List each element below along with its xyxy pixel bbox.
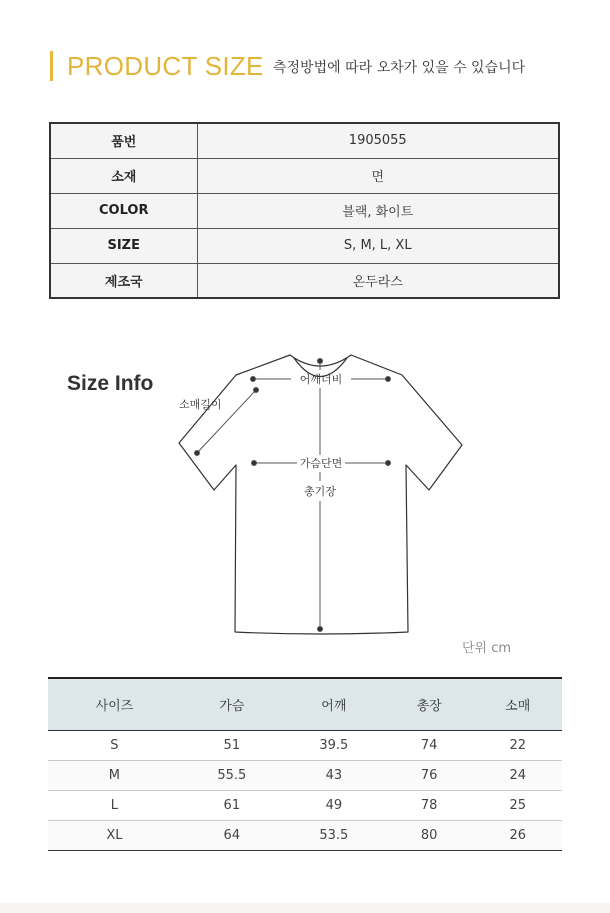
table-cell: 55.5 [181, 760, 283, 790]
spec-value: 1905055 [197, 123, 559, 158]
table-cell: 53.5 [283, 820, 385, 850]
spec-label: 제조국 [50, 263, 197, 298]
table-cell: 80 [385, 820, 474, 850]
unit-label: 단위 cm [462, 641, 512, 656]
table-cell: 43 [283, 760, 385, 790]
accent-bar [50, 51, 53, 81]
size-info-title: Size Info [67, 372, 154, 395]
chest-point [386, 461, 391, 466]
spec-row [50, 263, 559, 298]
sleeve-point [254, 388, 259, 393]
spec-row [50, 123, 559, 158]
spec-label: COLOR [50, 193, 197, 228]
shoulder-label: 어깨너비 [299, 373, 343, 386]
table-row [48, 790, 562, 820]
chest-point [252, 461, 257, 466]
sleeve-point [195, 451, 200, 456]
spec-value: 면 [197, 158, 559, 193]
sleeve-label: 소매길이 [179, 398, 222, 411]
length-point [318, 627, 323, 632]
table-cell: 78 [385, 790, 474, 820]
spec-row [50, 193, 559, 228]
table-cell: 51 [181, 730, 283, 760]
spec-value: S, M, L, XL [197, 228, 559, 263]
table-cell: XL [48, 820, 181, 850]
page-header [50, 50, 526, 82]
column-header: 가슴 [181, 678, 283, 730]
spec-value: 블랙, 화이트 [197, 193, 559, 228]
column-header: 어깨 [283, 678, 385, 730]
spec-row [50, 158, 559, 193]
table-cell: 76 [385, 760, 474, 790]
length-label: 총기장 [304, 485, 336, 498]
table-cell: M [48, 760, 181, 790]
measurement-note: 측정방법에 따라 오차가 있을 수 있습니다 [273, 60, 526, 76]
table-cell: 49 [283, 790, 385, 820]
table-cell: 24 [473, 760, 562, 790]
shoulder-point [386, 377, 391, 382]
table-cell: S [48, 730, 181, 760]
spec-row [50, 228, 559, 263]
table-cell: 39.5 [283, 730, 385, 760]
spec-value: 온두라스 [197, 263, 559, 298]
table-cell: 26 [473, 820, 562, 850]
spec-label: 소재 [50, 158, 197, 193]
size-table [48, 677, 562, 851]
table-cell: 25 [473, 790, 562, 820]
chest-label: 가슴단면 [299, 457, 343, 470]
table-row [48, 760, 562, 790]
size-table-header [48, 678, 562, 730]
table-row [48, 730, 562, 760]
column-header: 사이즈 [48, 678, 181, 730]
length-point [318, 359, 323, 364]
column-header: 소매 [473, 678, 562, 730]
table-row [48, 820, 562, 850]
table-cell: 64 [181, 820, 283, 850]
product-spec-table [49, 122, 560, 299]
table-cell: 22 [473, 730, 562, 760]
footer-strip [0, 903, 610, 913]
spec-label: 품번 [50, 123, 197, 158]
page-title: PRODUCT SIZE [67, 50, 264, 81]
tshirt-diagram [170, 345, 470, 645]
shoulder-point [251, 377, 256, 382]
table-cell: L [48, 790, 181, 820]
table-cell: 74 [385, 730, 474, 760]
spec-label: SIZE [50, 228, 197, 263]
column-header: 총장 [385, 678, 474, 730]
table-cell: 61 [181, 790, 283, 820]
